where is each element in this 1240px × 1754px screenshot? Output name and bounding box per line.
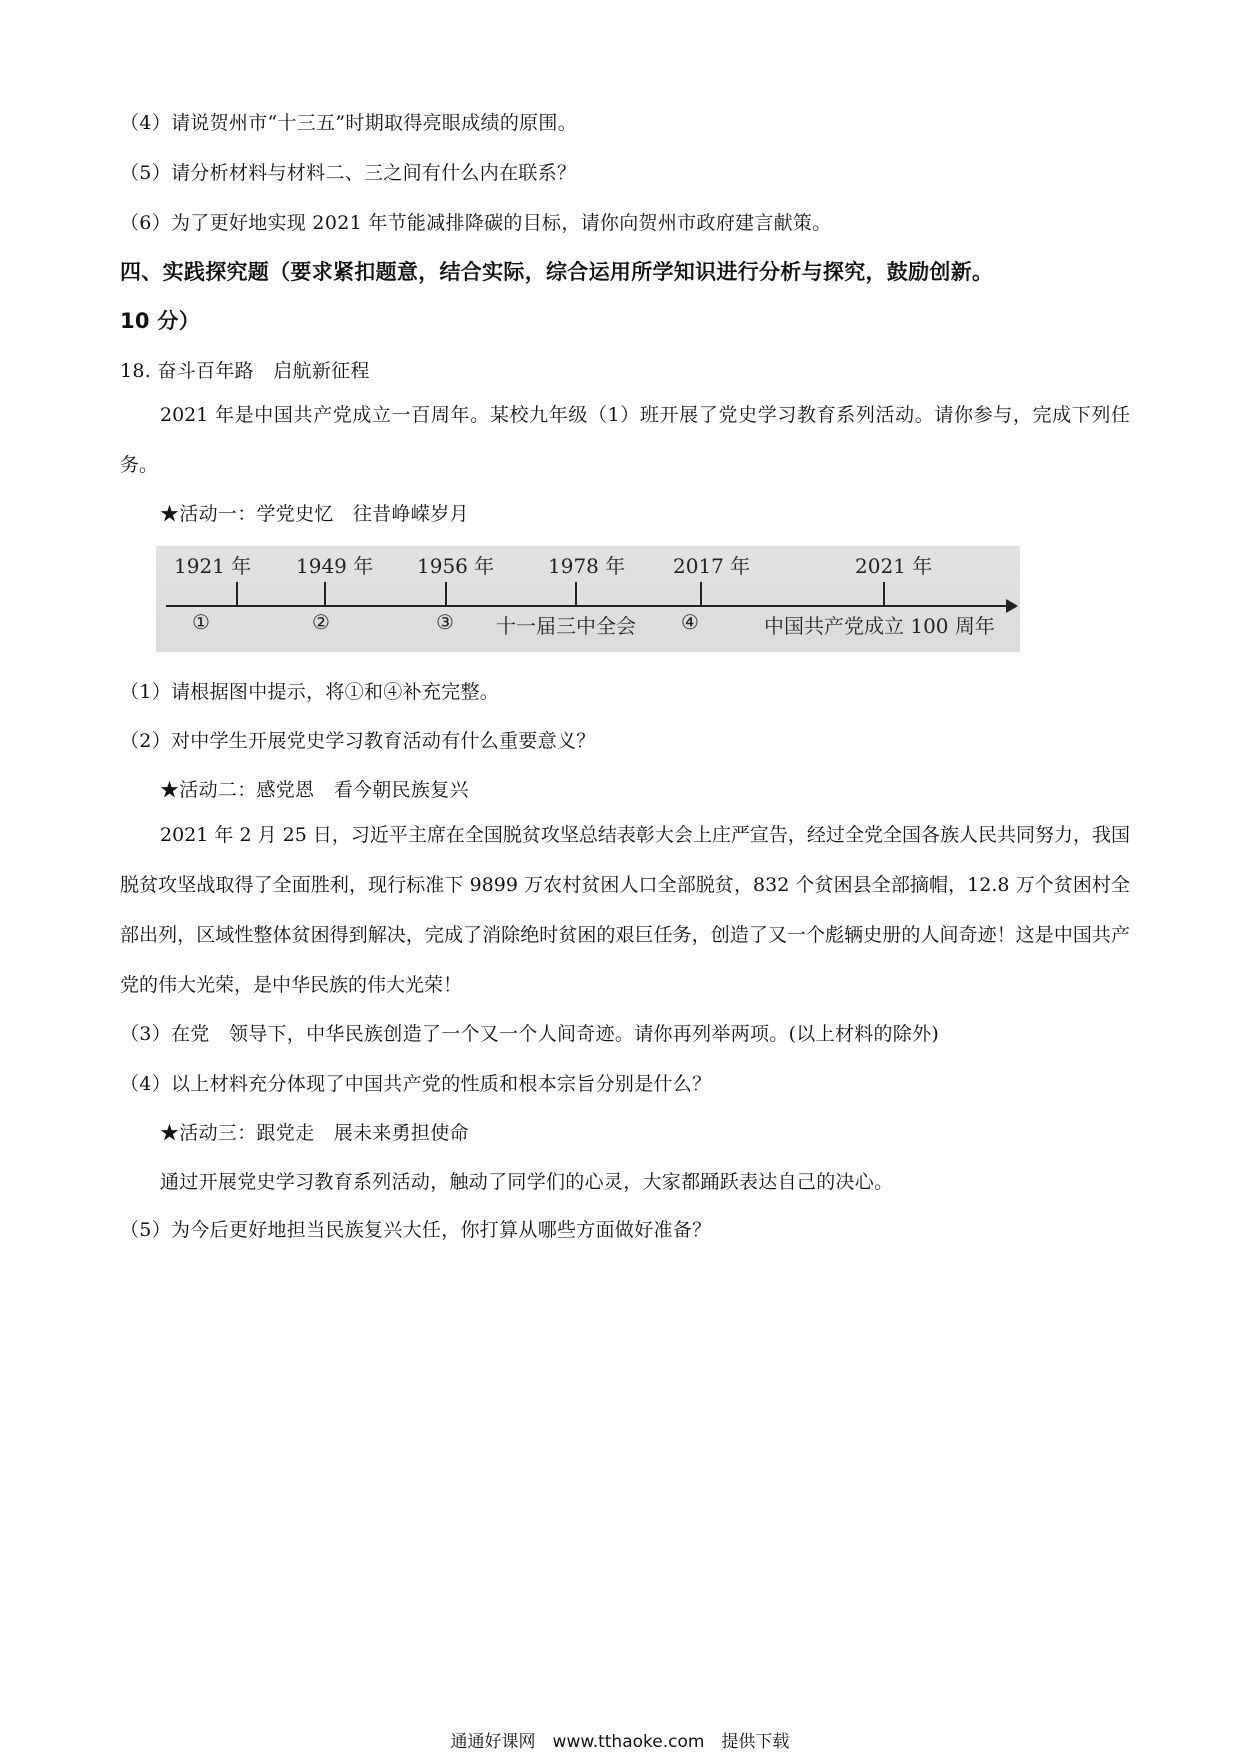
timeline-tick (324, 582, 326, 606)
sub-question-3: （3）在党 领导下，中华民族创造了一个又一个人间奇迹。请你再列举两项。(以上材料的除外) (120, 1023, 940, 1045)
timeline-label: 中国共产党成立 100 周年 (764, 614, 995, 638)
sub-question-2: （2）对中学生开展党史学习教育活动有什么重要意义？ (120, 730, 596, 752)
sub-question-1: （1）请根据图中提示，将①和④补充完整。 (120, 681, 500, 703)
timeline-tick (575, 582, 577, 606)
sub-question-5: （5）为今后更好地担当民族复兴大任，你打算从哪些方面做好准备？ (120, 1219, 712, 1241)
timeline-axis (166, 605, 1012, 607)
section-4-heading: 四、实践探究题（要求紧扣题意，结合实际，综合运用所学知识进行分析与探究，鼓励创新。 (120, 260, 994, 284)
timeline-tick (236, 582, 238, 606)
timeline-tick (883, 582, 885, 606)
timeline-figure (156, 546, 1020, 652)
timeline-label: 十一届三中全会 (496, 614, 636, 638)
timeline-label: ④ (681, 610, 699, 634)
question-4: （4）请说贺州市“十三五”时期取得亮眼成绩的原围。 (120, 112, 578, 134)
intro-paragraph: 2021 年是中国共产党成立一百周年。某校九年级（1）班开展了党史学习教育系列活动。请你参与，完成下列任务。 (120, 404, 1130, 476)
timeline-arrow-icon (1006, 599, 1018, 613)
page-footer: 通通好课网 www.tthaoke.com 提供下载 (450, 1732, 790, 1752)
timeline-tick (700, 582, 702, 606)
timeline-year: 1956 年 (417, 554, 495, 578)
activity-3-heading: ★活动三：跟党走 展未来勇担使命 (160, 1122, 469, 1144)
activity-3-text: 通过开展党史学习教育系列活动，触动了同学们的心灵，大家都踊跃表达自己的决心。 (160, 1171, 894, 1193)
timeline-year: 1978 年 (548, 554, 626, 578)
timeline-label: ② (312, 610, 330, 634)
timeline-year: 2021 年 (855, 554, 933, 578)
timeline-tick (445, 582, 447, 606)
timeline-year: 1921 年 (174, 554, 252, 578)
section-4-heading-cont: 10 分） (120, 309, 201, 333)
activity-2-heading: ★活动二：感党恩 看今朝民族复兴 (160, 779, 469, 801)
activity-1-heading: ★活动一：学党史忆 往昔峥嵘岁月 (160, 503, 469, 525)
timeline-year: 2017 年 (673, 554, 751, 578)
timeline-label: ① (192, 610, 210, 634)
sub-question-4: （4）以上材料充分体现了中国共产党的性质和根本宗旨分别是什么？ (120, 1073, 712, 1095)
timeline-label: ③ (436, 610, 454, 634)
question-6: （6）为了更好地实现 2021 年节能减排降碳的目标，请你向贺州市政府建言献策。 (120, 212, 832, 234)
question-18-title: 18. 奋斗百年路 启航新征程 (120, 360, 370, 382)
timeline-year: 1949 年 (296, 554, 374, 578)
material-paragraph: 2021 年 2 月 25 日，习近平主席在全国脱贫攻坚总结表彰大会上庄严宣告，经过全党全国各族人民共同努力，我国脱贫攻坚战取得了全面胜利，现行标准下 9899 万农村贫困人口全部脱贫，832 个贫困县全部摘帽，12.8 万个贫困村全部出列，区域性整体贫困得到解决，完成了消除绝时贫困的艰巨任务，创造了又一个彪辆史册的人间奇迹！这是中国共产党的伟大光荣，是中华民族的伟大光荣！ (120, 824, 1130, 996)
question-5: （5）请分析材料与材料二、三之间有什么内在联系？ (120, 162, 577, 184)
